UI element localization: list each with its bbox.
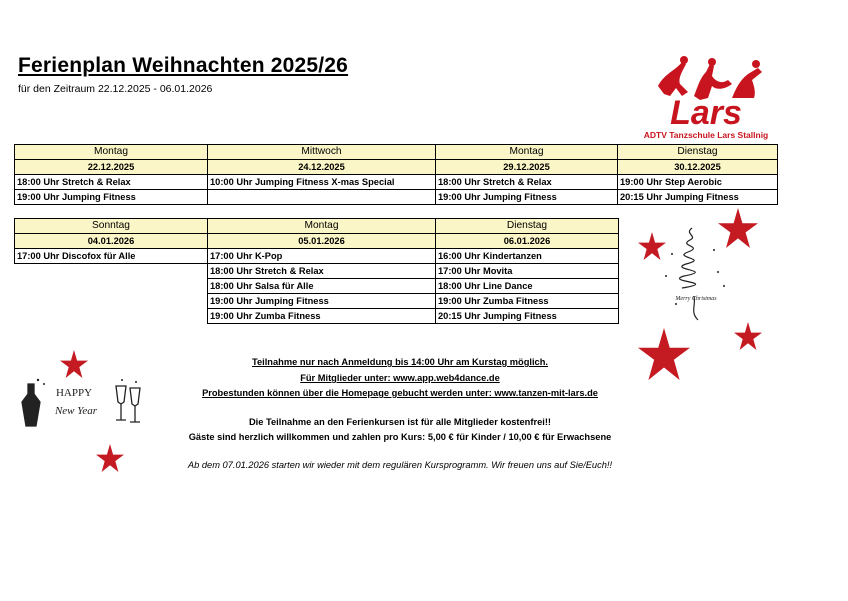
event-cell: 19:00 Uhr Step Aerobic [618,175,778,190]
star-icon [636,328,692,380]
table-row [15,160,778,175]
empty-cell [15,309,208,324]
christmas-tree-icon [654,220,734,330]
table-row [15,175,778,190]
newyear-happy-text: HAPPY [55,387,93,399]
event-cell: 20:15 Uhr Jumping Fitness [618,190,778,205]
date-cell: 05.01.2026 [208,234,436,249]
schedule-table-1 [14,144,778,205]
date-cell: 22.12.2025 [15,160,208,175]
logo-wordmark: Lars [670,94,742,132]
star-icon [96,444,124,472]
page-title: Ferienplan Weihnachten 2025/26 [18,54,349,77]
day-header: Montag [208,219,436,234]
table-row [15,190,778,205]
table-row [15,219,619,234]
table-row [15,234,619,249]
table-row [15,294,619,309]
logo-subtext: ADTV Tanzschule Lars Stallnig [643,130,769,140]
info-restart: Ab dem 07.01.2026 starten wir wieder mit dem regulären Kursprogramm. Wir freuen uns auf Sie/Euch!! [187,460,613,470]
day-header: Sonntag [15,219,208,234]
event-cell: 18:00 Uhr Stretch & Relax [15,175,208,190]
event-cell: 19:00 Uhr Jumping Fitness [208,294,436,309]
day-header: Montag [15,145,208,160]
info-guests: Gäste sind herzlich willkommen und zahlen pro Kurs: 5,00 € für Kinder / 10,00 € für Erwachsene [188,432,612,442]
date-cell: 30.12.2025 [618,160,778,175]
date-range: für den Zeitraum 22.12.2025 - 06.01.2026 [18,83,213,95]
event-cell: 18:00 Uhr Salsa für Alle [208,279,436,294]
event-cell: 18:00 Uhr Stretch & Relax [436,175,618,190]
event-cell: 17:00 Uhr K-Pop [208,249,436,264]
event-cell: 18:00 Uhr Stretch & Relax [208,264,436,279]
table-row [15,249,619,264]
info-members-link[interactable]: Für Mitglieder unter: www.app.web4dance.de [300,373,500,383]
date-cell: 06.01.2026 [436,234,619,249]
new-year-icon [18,374,150,432]
event-cell: 19:00 Uhr Jumping Fitness [15,190,208,205]
table-row [15,145,778,160]
info-free: Die Teilnahme an den Ferienkursen ist für alle Mitglieder kostenfrei!! [248,417,552,427]
event-cell: 10:00 Uhr Jumping Fitness X-mas Special [208,175,436,190]
empty-cell [15,279,208,294]
event-cell: 16:00 Uhr Kindertanzen [436,249,619,264]
day-header: Dienstag [618,145,778,160]
date-cell: 24.12.2025 [208,160,436,175]
schedule-table-2 [14,218,619,324]
event-cell: 18:00 Uhr Line Dance [436,279,619,294]
newyear-text: New Year [54,405,98,417]
event-cell: 17:00 Uhr Discofox für Alle [15,249,208,264]
star-icon [734,322,762,350]
lars-logo [636,56,776,142]
event-cell: 20:15 Uhr Jumping Fitness [436,309,619,324]
day-header: Mittwoch [208,145,436,160]
day-header: Montag [436,145,618,160]
table-row [15,264,619,279]
empty-cell [15,264,208,279]
table-row [15,309,619,324]
date-cell: 29.12.2025 [436,160,618,175]
event-cell [208,190,436,205]
info-registration: Teilnahme nur nach Anmeldung bis 14:00 Uhr am Kurstag möglich. [251,357,548,367]
empty-cell [15,294,208,309]
tree-text: Merry Christmas [675,296,717,302]
event-cell: 19:00 Uhr Zumba Fitness [436,294,619,309]
day-header: Dienstag [436,219,619,234]
date-cell: 04.01.2026 [15,234,208,249]
event-cell: 19:00 Uhr Zumba Fitness [208,309,436,324]
table-row [15,279,619,294]
event-cell: 19:00 Uhr Jumping Fitness [436,190,618,205]
info-trial-link[interactable]: Probestunden können über die Homepage gebucht werden unter: www.tanzen-mit-lars.de [202,388,598,398]
event-cell: 17:00 Uhr Movita [436,264,619,279]
